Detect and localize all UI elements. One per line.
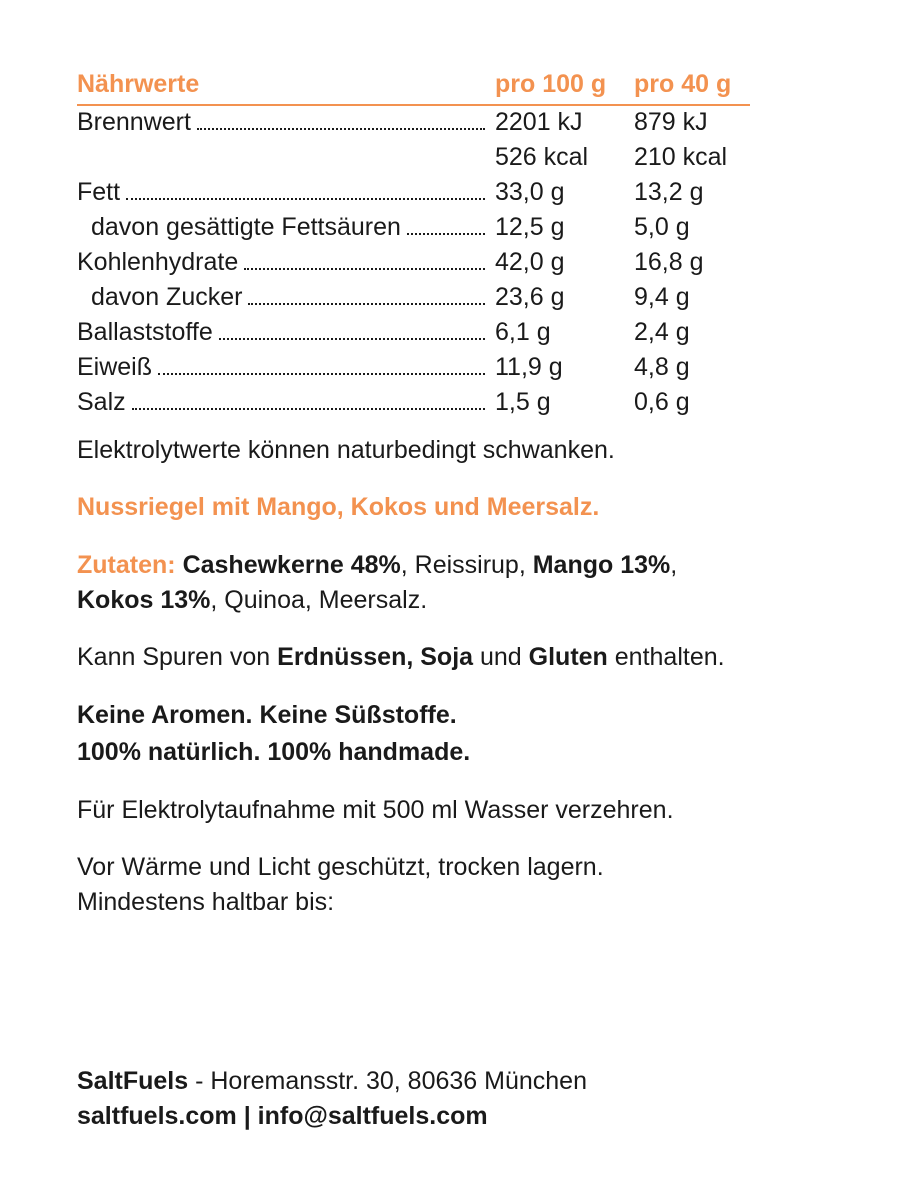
nutrition-row-value-40g: 210 kcal bbox=[634, 143, 728, 171]
nutrition-row-value-40g: 13,2 g bbox=[634, 178, 704, 206]
nutrition-row-value-100g: 6,1 g bbox=[495, 318, 551, 346]
nutrition-row-value-40g: 0,6 g bbox=[634, 388, 690, 416]
nutrition-row-label: Salz bbox=[77, 388, 485, 417]
nutrition-header bbox=[77, 66, 750, 106]
claim-line-1: Keine Aromen. Keine Süßstoffe. bbox=[77, 701, 457, 729]
nutrition-note: Elektrolytwerte können naturbedingt schwanken. bbox=[77, 436, 615, 464]
nutrition-row bbox=[77, 108, 757, 143]
nutrition-row-label: Kohlenhydrate bbox=[77, 248, 485, 277]
ingredients-label: Zutaten: bbox=[77, 551, 176, 579]
footer-contact: saltfuels.com | info@saltfuels.com bbox=[77, 1102, 488, 1130]
nutrition-row-value-40g: 5,0 g bbox=[634, 213, 690, 241]
nutrition-row-label: Eiweiß bbox=[77, 353, 485, 382]
nutrition-row-value-100g: 1,5 g bbox=[495, 388, 551, 416]
nutrition-row-label: Fett bbox=[77, 178, 485, 207]
footer-brand: SaltFuels bbox=[77, 1067, 189, 1095]
nutrition-row-value-40g: 879 kJ bbox=[634, 108, 708, 136]
nutrition-row bbox=[77, 353, 757, 388]
usage-note: Für Elektrolytaufnahme mit 500 ml Wasser verzehren. bbox=[77, 796, 674, 824]
nutrition-row-label: davon Zucker bbox=[91, 283, 485, 312]
nutrition-header-col2: pro 40 g bbox=[634, 70, 732, 98]
footer-address: SaltFuels - Horemansstr. 30, 80636 München bbox=[77, 1067, 587, 1095]
nutrition-row-value-40g: 4,8 g bbox=[634, 353, 690, 381]
nutrition-row bbox=[77, 388, 757, 423]
allergens: Kann Spuren von Erdnüssen, Soja und Gluten enthalten. bbox=[77, 643, 725, 671]
ingredients-line-1: Zutaten: Cashewkerne 48%, Reissirup, Mango 13%, bbox=[77, 551, 678, 579]
nutrition-row-value-100g: 11,9 g bbox=[495, 353, 563, 381]
nutrition-row bbox=[77, 283, 757, 318]
nutrition-row-value-100g: 33,0 g bbox=[495, 178, 565, 206]
nutrition-row bbox=[77, 213, 757, 248]
storage-line-2: Mindestens haltbar bis: bbox=[77, 888, 335, 916]
ingredients-line-2: Kokos 13%, Quinoa, Meersalz. bbox=[77, 586, 428, 614]
nutrition-row-label: davon gesättigte Fettsäuren bbox=[91, 213, 485, 242]
nutrition-row bbox=[77, 318, 757, 353]
nutrition-row bbox=[77, 248, 757, 283]
nutrition-row-label: Brennwert bbox=[77, 108, 485, 137]
nutrition-row-value-40g: 9,4 g bbox=[634, 283, 690, 311]
nutrition-row-value-40g: 16,8 g bbox=[634, 248, 704, 276]
storage-line-1: Vor Wärme und Licht geschützt, trocken lagern. bbox=[77, 853, 604, 881]
nutrition-row-value-100g: 2201 kJ bbox=[495, 108, 583, 136]
nutrition-header-col1: pro 100 g bbox=[495, 70, 607, 98]
nutrition-header-label: Nährwerte bbox=[77, 70, 200, 98]
nutrition-row-label: Ballaststoffe bbox=[77, 318, 485, 347]
nutrition-row-value-100g: 526 kcal bbox=[495, 143, 589, 171]
claim-line-2: 100% natürlich. 100% handmade. bbox=[77, 738, 471, 766]
nutrition-row bbox=[77, 178, 757, 213]
nutrition-row-value-100g: 23,6 g bbox=[495, 283, 565, 311]
nutrition-row-value-40g: 2,4 g bbox=[634, 318, 690, 346]
nutrition-row-value-100g: 12,5 g bbox=[495, 213, 565, 241]
nutrition-row bbox=[77, 143, 757, 178]
product-title: Nussriegel mit Mango, Kokos und Meersalz. bbox=[77, 493, 600, 521]
nutrition-row-value-100g: 42,0 g bbox=[495, 248, 565, 276]
